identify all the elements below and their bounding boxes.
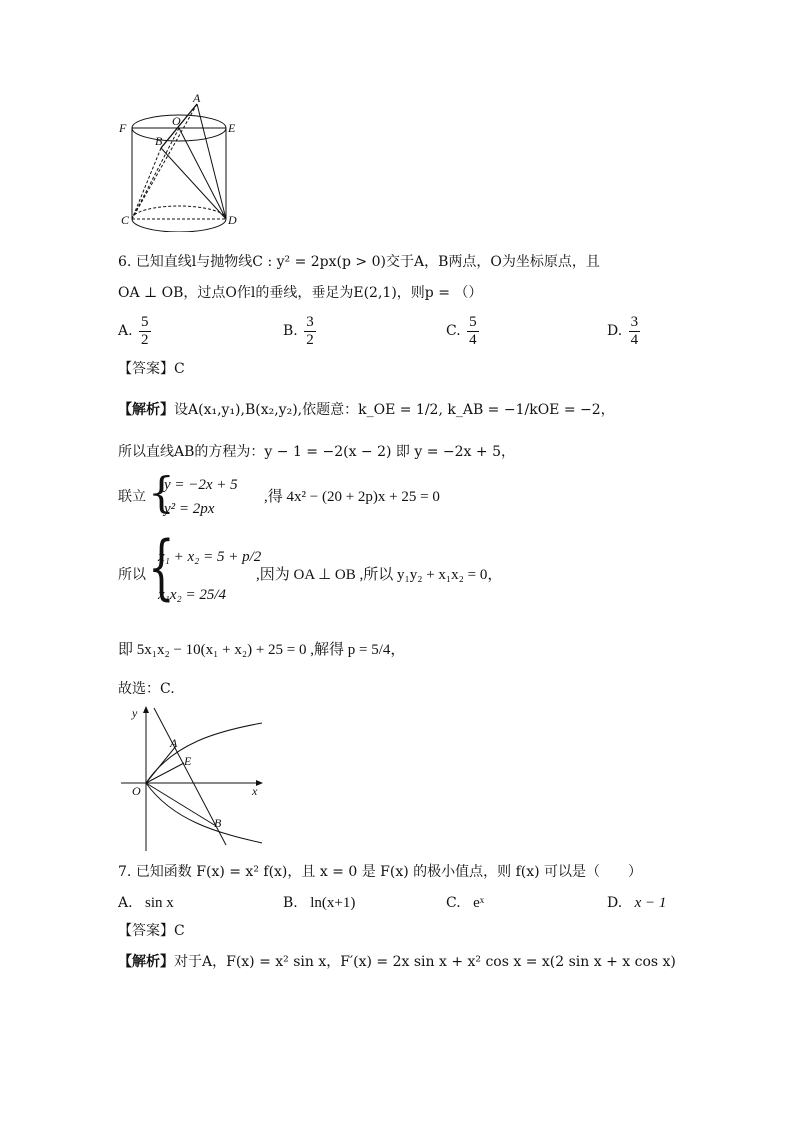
q6-option-c: C. $\frac{5}{4}$ — [446, 314, 477, 348]
q6-option-a-frac: $\frac{5}{2}$ — [141, 314, 149, 348]
label-O: O — [132, 784, 141, 798]
q6-option-b: B. $\frac{3}{2}$ — [283, 314, 314, 348]
label-F: F — [119, 121, 127, 135]
q7-option-d: D. x − 1 — [607, 895, 667, 911]
q6-option-a: A. $\frac{5}{2}$ — [118, 314, 149, 348]
q7-analysis-line1: 【解析】对于A，F(x) = x² sin x，F′(x) = 2x sin x + x² cos x = x(2 sin x + x cos x) — [118, 954, 676, 970]
q7-option-b: B. ln(x+1) — [283, 895, 356, 911]
q6-stem-text1: 已知直线l与抛物线C : y² = 2px(p > 0)交于A，B两点，O为坐标原点，且 — [135, 254, 600, 270]
label-O: O — [172, 114, 181, 128]
label-E: E — [184, 754, 192, 768]
label-B: B — [214, 816, 222, 830]
q6-analysis-line5: 即 5x₁x₂ − 10(x₁ + x₂) + 25 = 0 ,解得 p = 5/4， — [118, 642, 406, 658]
q6-analysis-line2: 所以直线AB的方程为：y − 1 = −2(x − 2) 即 y = −2x + 5， — [118, 444, 515, 460]
label-A: A — [170, 736, 178, 750]
label-E: E — [228, 121, 236, 135]
q7-stem: 7. 已知函数 F(x) = x² f(x)，且 x = 0 是 F(x) 的极小值点，则 f(x) 可以是（ ） — [118, 864, 643, 880]
q6-answer: 【答案】C — [118, 361, 185, 377]
q6-number: 6. — [118, 254, 132, 270]
label-y: y — [132, 706, 138, 720]
label-x: x — [252, 784, 258, 798]
label-C: C — [121, 213, 130, 227]
q6-conclusion: 故选：C. — [118, 681, 175, 697]
q7-option-a: A. sin x — [118, 895, 174, 911]
q7-answer: 【答案】C — [118, 923, 185, 939]
q6-option-c-frac: $\frac{5}{4}$ — [469, 314, 477, 348]
label-B: B — [155, 134, 163, 148]
q7-option-c: C. eˣ — [446, 895, 485, 911]
q6-option-b-frac: $\frac{3}{2}$ — [306, 314, 314, 348]
q6-stem-line1 — [118, 255, 600, 269]
cylinder-figure — [115, 92, 250, 232]
label-D: D — [228, 213, 237, 227]
q6-stem-line2 — [118, 286, 482, 300]
q6-analysis-line1: 【解析】设A(x₁,y₁),B(x₂,y₂),依题意：k_OE = 1/2, k_AB = −1/kOE = −2， — [118, 402, 615, 418]
parabola-figure — [118, 703, 268, 853]
q6-stem-text2: OA ⊥ OB，过点O作l的垂线，垂足为E(2,1)，则p = （） — [118, 285, 483, 301]
q6-option-d: D. $\frac{3}{4}$ — [607, 314, 639, 348]
label-A: A — [193, 92, 201, 105]
q6-option-d-frac: $\frac{3}{4}$ — [630, 314, 639, 348]
